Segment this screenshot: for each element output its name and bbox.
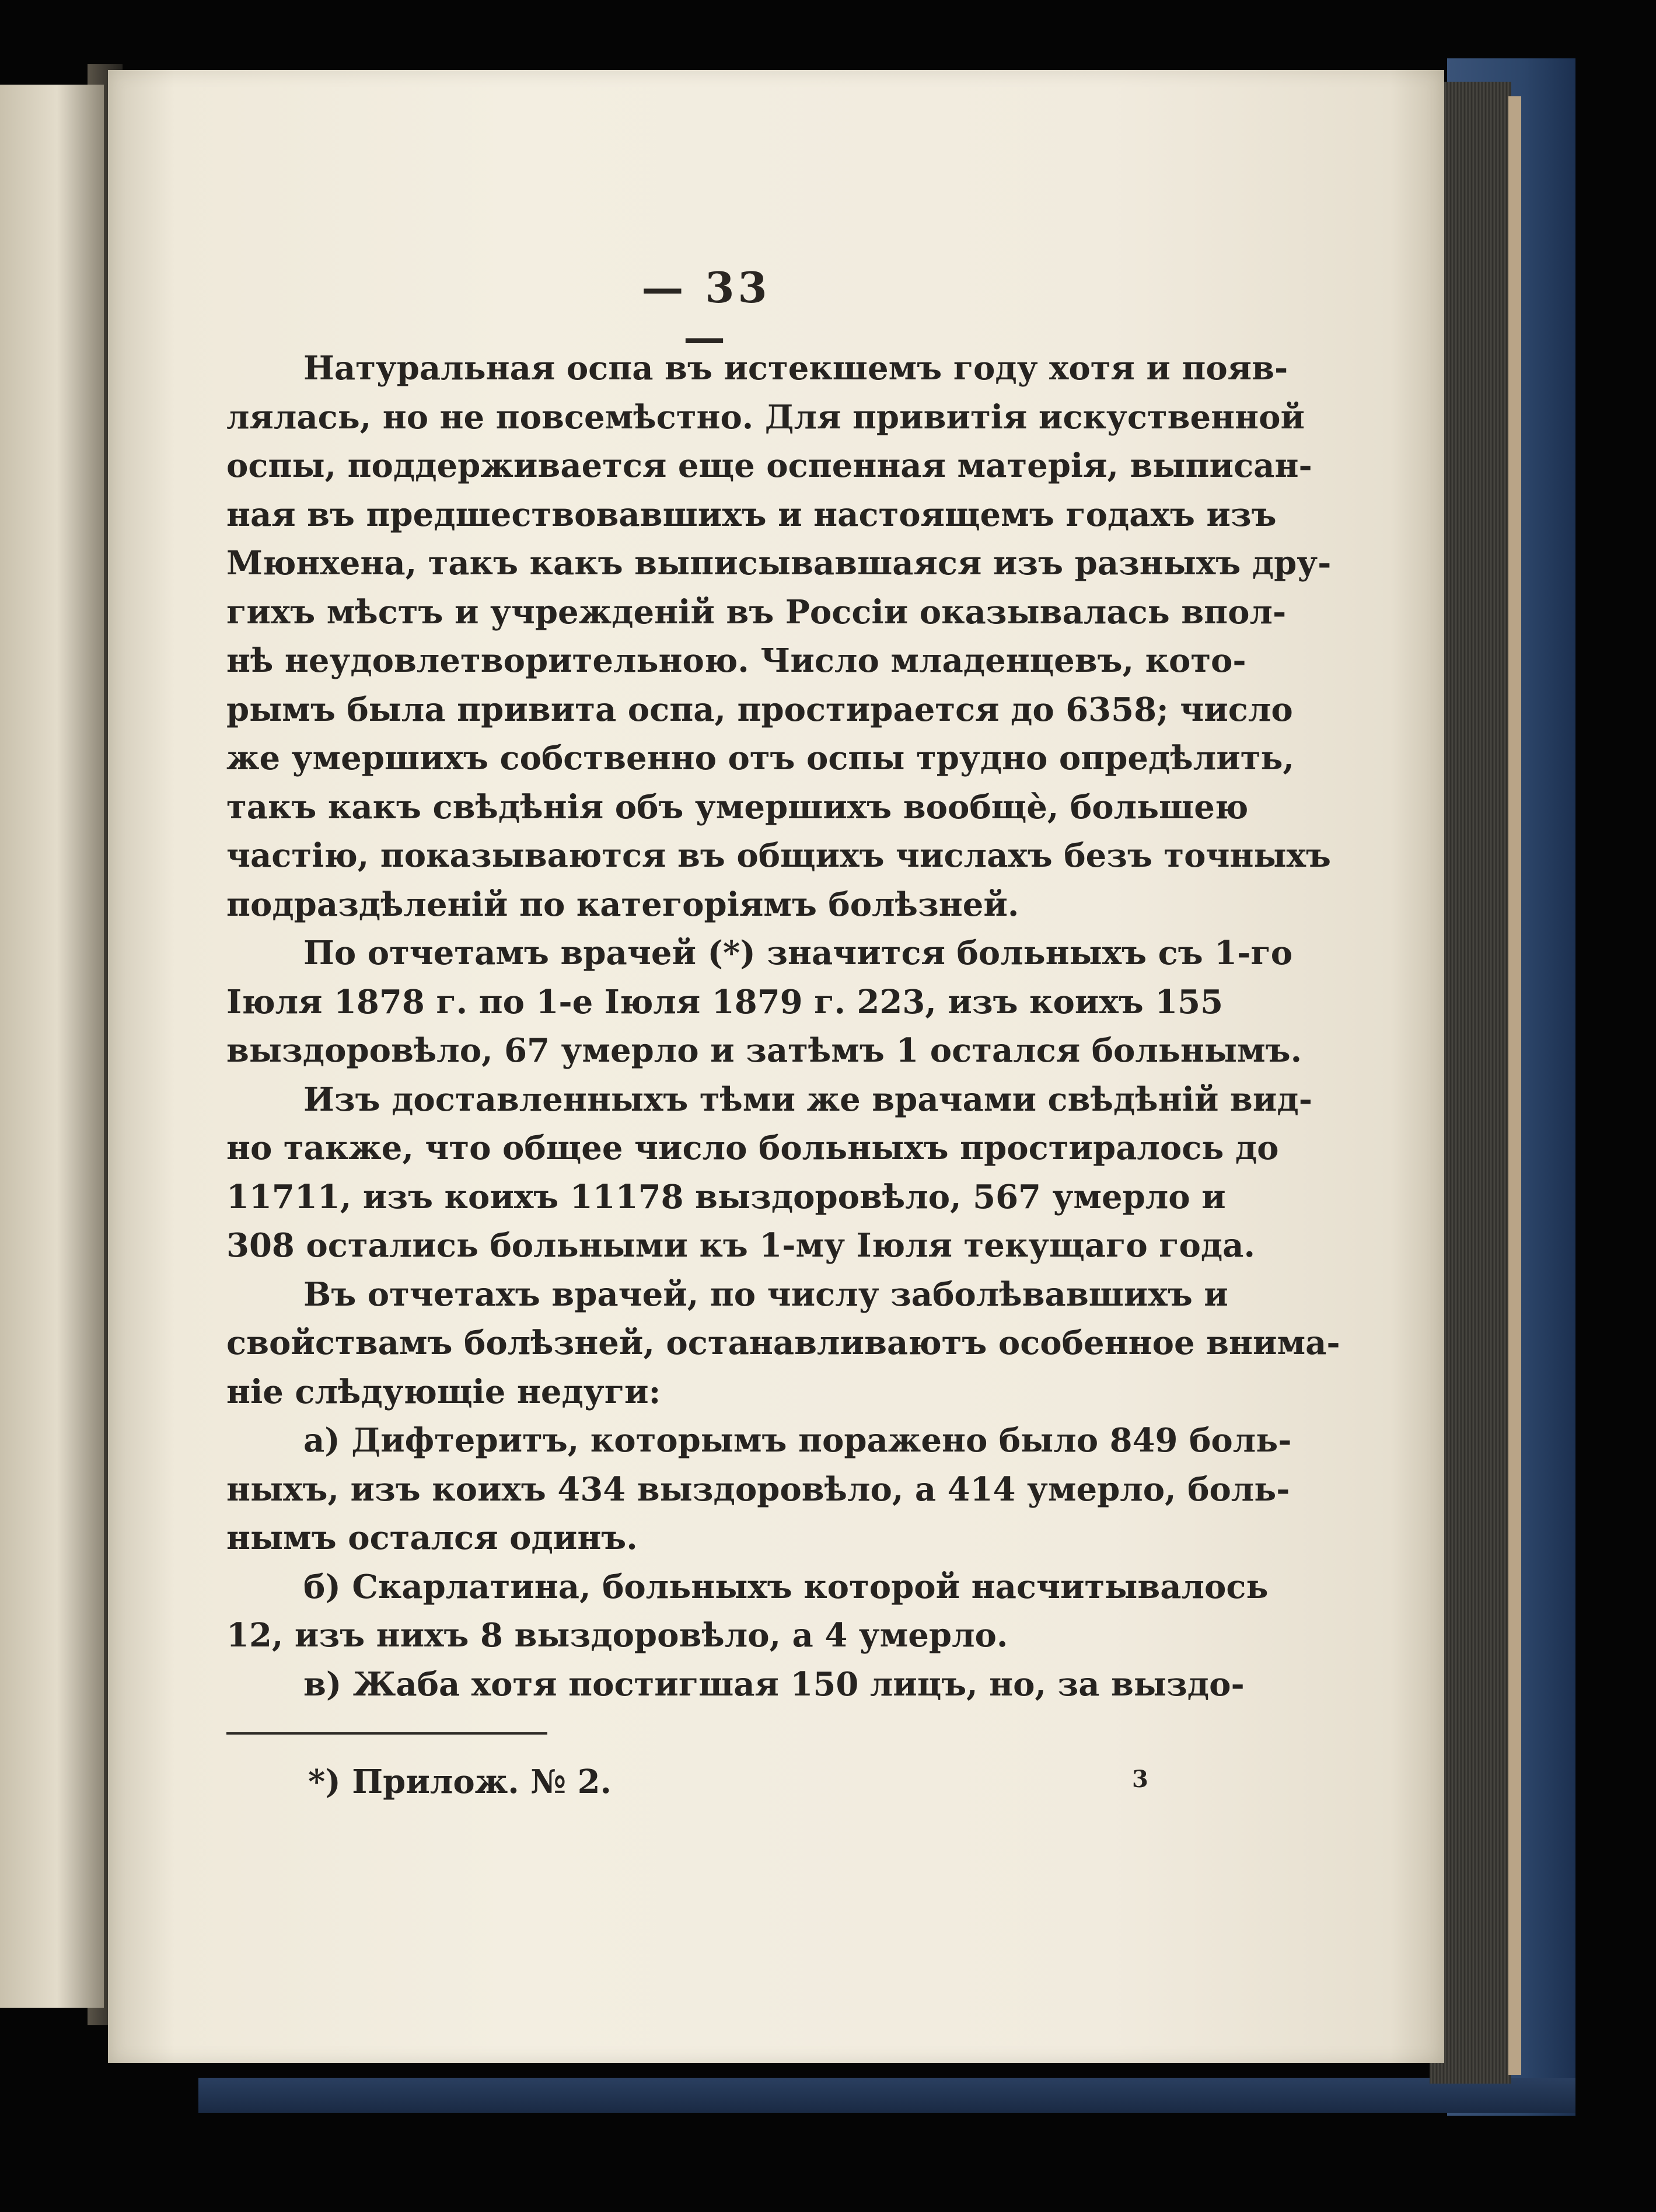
text-line: Въ отчетахъ врачей, по числу заболѣвавшихъ и: [303, 1275, 1228, 1314]
text-line: 11711, изъ коихъ 11178 выздоровѣло, 567 умерло и: [226, 1177, 1226, 1216]
footnote: *) Прилож. № 2.: [308, 1763, 612, 1801]
text-line: подраздѣленій по категоріямъ болѣзней.: [226, 885, 1019, 924]
text-line: оспы, поддерживается еще оспенная матерія, выписан-: [226, 446, 1312, 485]
text-line: ная въ предшествовавшихъ и настоящемъ годахъ изъ: [226, 495, 1277, 534]
text-line: а) Дифтеритъ, которымъ поражено было 849 боль-: [303, 1421, 1292, 1460]
text-line: свойствамъ болѣзней, останавливаютъ особенное внима-: [226, 1324, 1340, 1362]
text-line: 308 остались больными къ 1-му Іюля текущаго года.: [226, 1226, 1255, 1265]
text-line: нѣ неудовлетворительною. Число младенцевъ, кото-: [226, 641, 1246, 680]
text-line: Изъ доставленныхъ тѣми же врачами свѣдѣній вид-: [303, 1080, 1312, 1119]
text-line: рымъ была привита оспа, простирается до 6358; число: [226, 690, 1293, 729]
signature-mark: 3: [1132, 1766, 1148, 1793]
text-line: нымъ остался одинъ.: [226, 1519, 638, 1557]
text-line: лялась, но не повсемѣстно. Для привитія искуственной: [226, 397, 1305, 437]
facing-page-edge: [0, 85, 104, 2008]
text-line: такъ какъ свѣдѣнія объ умершихъ вообщѐ, большею: [226, 787, 1249, 826]
page-number: — 33 —: [641, 263, 771, 362]
text-line: в) Жаба хотя постигшая 150 лицъ, но, за выздо-: [303, 1665, 1245, 1704]
body-text: [226, 344, 1340, 1709]
text-line: Іюля 1878 г. по 1-е Іюля 1879 г. 223, изъ коихъ 155: [226, 982, 1224, 1021]
text-line: 12, изъ нихъ 8 выздоровѣло, а 4 умерло.: [226, 1616, 1008, 1655]
text-line: ныхъ, изъ коихъ 434 выздоровѣло, а 414 умерло, боль-: [226, 1470, 1290, 1509]
text-line: частію, показываются въ общихъ числахъ безъ точныхъ: [226, 836, 1331, 875]
footnote-rule: [226, 1732, 547, 1735]
text-line: гихъ мѣстъ и учрежденій въ Россіи оказывалась впол-: [226, 592, 1287, 631]
text-line: Натуральная оспа въ истекшемъ году хотя и появ-: [303, 349, 1288, 388]
text-line: выздоровѣло, 67 умерло и затѣмъ 1 остался больнымъ.: [226, 1031, 1302, 1070]
book-cover-bottom: [198, 2078, 1575, 2113]
text-line: б) Скарлатина, больныхъ которой насчитывалось: [303, 1567, 1269, 1606]
text-line: По отчетамъ врачей (*) значится больныхъ съ 1-го: [303, 934, 1293, 972]
page-stack-highlight: [1508, 96, 1521, 2075]
text-line: но также, что общее число больныхъ простиралось до: [226, 1129, 1279, 1167]
text-line: Мюнхена, такъ какъ выписывавшаяся изъ разныхъ дру-: [226, 544, 1332, 582]
text-line: же умершихъ собственно отъ оспы трудно опредѣлить,: [226, 739, 1294, 777]
text-line: ніе слѣдующіе недуги:: [226, 1372, 661, 1411]
